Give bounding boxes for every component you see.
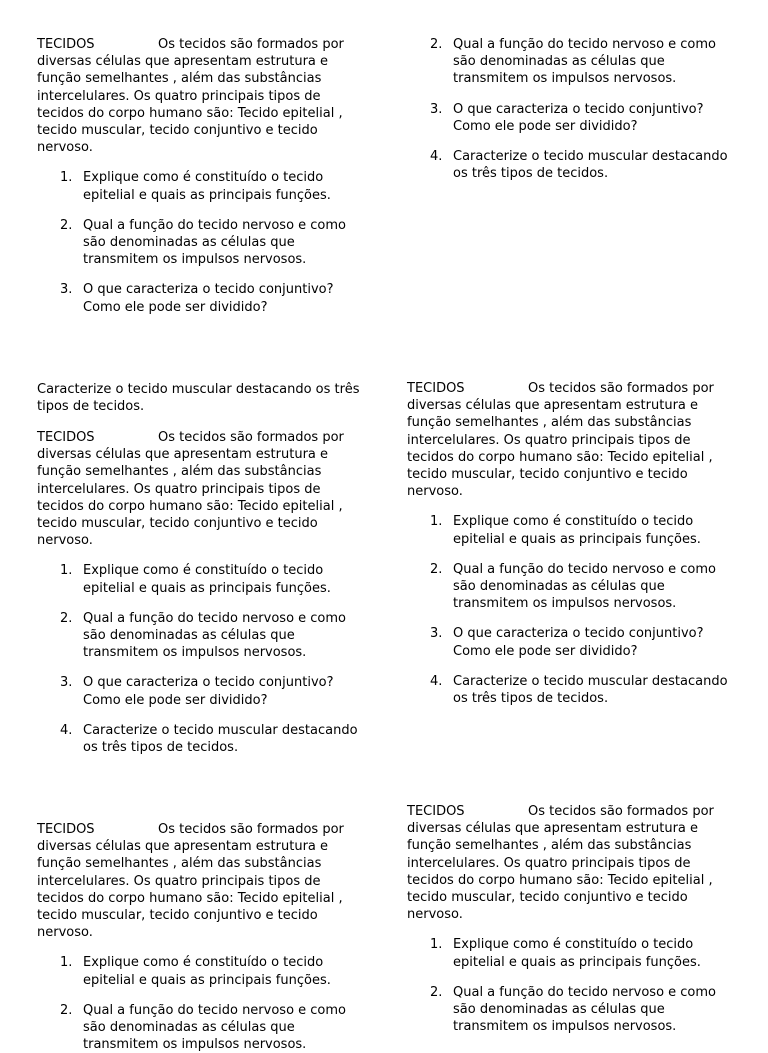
question-item (407, 673, 739, 707)
worksheet-block-b (407, 36, 739, 182)
question-item (37, 954, 369, 988)
intro-paragraph (37, 821, 369, 941)
question-number: 3. (60, 282, 73, 298)
question-text: Explique como é constituído o tecido epitelial e quais as principais funções. (83, 563, 331, 596)
question-number: 2. (430, 984, 443, 1000)
question-item (37, 610, 369, 662)
worksheet-block-a (37, 36, 369, 316)
question-item (407, 561, 739, 613)
intro-paragraph (407, 803, 739, 923)
question-item (37, 562, 369, 596)
question-text: Qual a função do tecido nervoso e como são denominadas as células que transmitem os impulsos nervosos. (83, 217, 347, 268)
worksheet-block-e (37, 821, 369, 1053)
question-number: 2. (60, 1002, 73, 1018)
question-number: 2. (60, 610, 73, 626)
question-number: 3. (430, 626, 443, 642)
question-text: Caracterize o tecido muscular destacando os três tipos de tecidos. (453, 149, 728, 182)
question-number: 1. (60, 563, 73, 579)
question-text: Explique como é constituído o tecido epitelial e quais as principais funções. (83, 170, 331, 203)
intro-title: TECIDOS (37, 822, 95, 837)
question-text: O que caracteriza o tecido conjuntivo? Como ele pode ser dividido? (453, 101, 704, 134)
question-text: Qual a função do tecido nervoso e como são denominadas as células que transmitem os impulsos nervosos. (83, 610, 347, 661)
question-item (37, 674, 369, 708)
intro-text: Os tecidos são formados por diversas células que apresentam estrutura e função semelhantes , além das substâncias intercelulares. Os quatro principais tipos de tecidos do corpo humano são: Tecido epitelial , tecido muscular, tecido conjuntivo e tecido nervoso. (37, 822, 344, 941)
question-item (407, 625, 739, 659)
intro-title: TECIDOS (407, 804, 465, 819)
question-number: 1. (60, 955, 73, 971)
worksheet-block-c (37, 429, 369, 756)
question-text: Caracterize o tecido muscular destacando os três tipos de tecidos. (453, 673, 728, 707)
intro-text: Os tecidos são formados por diversas células que apresentam estrutura e função semelhantes , além das substâncias intercelulares. Os quatro principais tipos de tecidos do corpo humano são: Tecido epitelial , tecido muscular, tecido conjuntivo e tecido nervoso. (407, 804, 714, 923)
question-text: Qual a função do tecido nervoso e como são denominadas as células que transmitem os impulsos nervosos. (83, 1002, 347, 1053)
question-item (37, 722, 369, 756)
question-list (407, 936, 739, 1035)
question-text: Explique como é constituído o tecido epitelial e quais as principais funções. (453, 514, 701, 547)
intro-text: Os tecidos são formados por diversas células que apresentam estrutura e função semelhantes , além das substâncias intercelulares. Os quatro principais tipos de tecidos do corpo humano são: Tecido epitelial , tecido muscular, tecido conjuntivo e tecido nervoso. (407, 381, 714, 500)
question-item (37, 281, 369, 315)
question-number: 1. (430, 514, 443, 530)
loose-paragraph: Caracterize o tecido muscular destacando os três tipos de tecidos. (37, 382, 360, 415)
question-item (407, 936, 739, 970)
question-text: O que caracteriza o tecido conjuntivo? Como ele pode ser dividido? (83, 675, 334, 708)
question-text: Qual a função do tecido nervoso e como são denominadas as células que transmitem os impulsos nervosos. (453, 984, 717, 1035)
intro-title: TECIDOS (407, 381, 465, 396)
question-list (407, 36, 739, 182)
question-item (407, 148, 739, 182)
question-number: 1. (60, 170, 73, 186)
question-text: Explique como é constituído o tecido epitelial e quais as principais funções. (83, 955, 331, 988)
question-list (37, 169, 369, 315)
question-number: 2. (430, 37, 443, 52)
question-item (407, 513, 739, 547)
worksheet-block-f (407, 803, 739, 1035)
question-text: Explique como é constituído o tecido epitelial e quais as principais funções. (453, 937, 701, 970)
question-list (407, 513, 739, 707)
loose-paragraph-block (37, 381, 369, 415)
intro-title: TECIDOS (37, 430, 95, 445)
intro-text: Os tecidos são formados por diversas células que apresentam estrutura e função semelhantes , além das substâncias intercelulares. Os quatro principais tipos de tecidos do corpo humano são: Tecido epitelial , tecido muscular, tecido conjuntivo e tecido nervoso. (37, 430, 344, 549)
question-number: 4. (430, 149, 443, 165)
question-number: 2. (60, 217, 73, 233)
intro-paragraph (37, 429, 369, 549)
question-item (37, 169, 369, 203)
question-list (37, 954, 369, 1053)
question-item (407, 36, 739, 88)
question-text: O que caracteriza o tecido conjuntivo? Como ele pode ser dividido? (83, 282, 334, 315)
question-list (37, 562, 369, 756)
intro-paragraph (407, 380, 739, 500)
worksheet-block-d (407, 380, 739, 707)
question-item (37, 1002, 369, 1053)
question-text: O que caracteriza o tecido conjuntivo? Como ele pode ser dividido? (453, 626, 704, 659)
question-text: Qual a função do tecido nervoso e como são denominadas as células que transmitem os impulsos nervosos. (453, 37, 717, 87)
intro-text: Os tecidos são formados por diversas células que apresentam estrutura e função semelhantes , além das substâncias intercelulares. Os quatro principais tipos de tecidos do corpo humano são: Tecido epitelial , tecido muscular, tecido conjuntivo e tecido nervoso. (37, 37, 344, 156)
question-text: Qual a função do tecido nervoso e como são denominadas as células que transmitem os impulsos nervosos. (453, 561, 717, 612)
question-text: Caracterize o tecido muscular destacando os três tipos de tecidos. (83, 722, 358, 756)
question-number: 1. (430, 937, 443, 953)
question-item (37, 217, 369, 269)
intro-paragraph (37, 36, 369, 156)
question-number: 3. (430, 101, 443, 117)
question-number: 4. (60, 722, 73, 738)
question-number: 4. (430, 673, 443, 689)
question-item (407, 984, 739, 1036)
intro-title: TECIDOS (37, 37, 95, 52)
question-number: 3. (60, 675, 73, 691)
question-item (407, 101, 739, 135)
question-number: 2. (430, 561, 443, 577)
